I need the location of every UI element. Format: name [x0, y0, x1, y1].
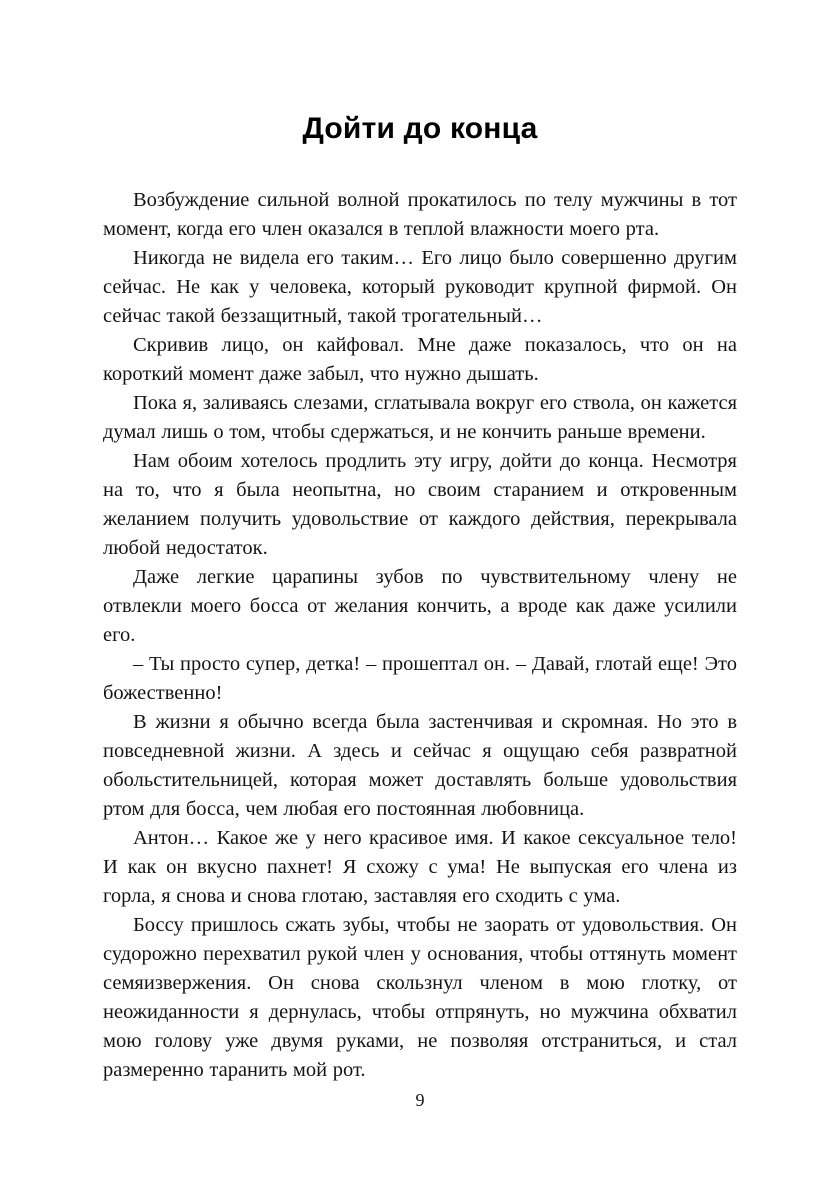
paragraph: Антон… Какое же у него красивое имя. И какое сексуальное тело! И как он вкусно пахнет! Я схожу с ума! Не выпуская его члена из горла, я снова и снова глотаю, заставляя его сходить с ума.	[103, 827, 737, 907]
paragraph: Боссу пришлось сжать зубы, чтобы не заорать от удовольствия. Он судорожно перехватил рукой член у основания, чтобы оттянуть момент семяизвержения. Он снова скользнул членом в мою глотку, от неожиданности я дернулась, чтобы отпрянуть, но мужчина обхватил мою голову уже двумя руками, не позволяя отстраниться, и стал размеренно таранить мой рот.	[103, 914, 737, 1081]
paragraph: В жизни я обычно всегда была застенчивая и скромная. Но это в повседневной жизни. А здесь и сейчас я ощущаю себя развратной обольстительницей, которая может доставлять больше удовольствия ртом для босса, чем любая его постоянная любовница.	[103, 711, 737, 820]
chapter-title: Дойти до конца	[302, 112, 538, 145]
page-body	[103, 186, 737, 1085]
paragraph: Пока я, заливаясь слезами, сглатывала вокруг его ствола, он кажется думал лишь о том, чтобы сдержаться, и не кончить раньше времени.	[103, 392, 737, 443]
paragraph: Нам обоим хотелось продлить эту игру, дойти до конца. Несмотря на то, что я была неопытна, но своим старанием и откровенным желанием получить удовольствие от каждого действия, перекрывала любой недостаток.	[103, 450, 737, 559]
page-number: 9	[415, 1090, 425, 1110]
paragraph: Возбуждение сильной волной прокатилось по телу мужчины в тот момент, когда его член оказался в теплой влажности моего рта.	[103, 189, 737, 240]
paragraph: – Ты просто супер, детка! – прошептал он. – Давай, глотай еще! Это божественно!	[103, 653, 737, 704]
paragraph: Никогда не видела его таким… Его лицо было совершенно другим сейчас. Не как у человека, который руководит крупной фирмой. Он сейчас такой беззащитный, такой трогательный…	[103, 247, 737, 327]
paragraph: Даже легкие царапины зубов по чувствительному члену не отвлекли моего босса от желания кончить, а вроде как даже усилили его.	[103, 566, 737, 646]
paragraph: Скривив лицо, он кайфовал. Мне даже показалось, что он на короткий момент даже забыл, что нужно дышать.	[103, 334, 737, 385]
